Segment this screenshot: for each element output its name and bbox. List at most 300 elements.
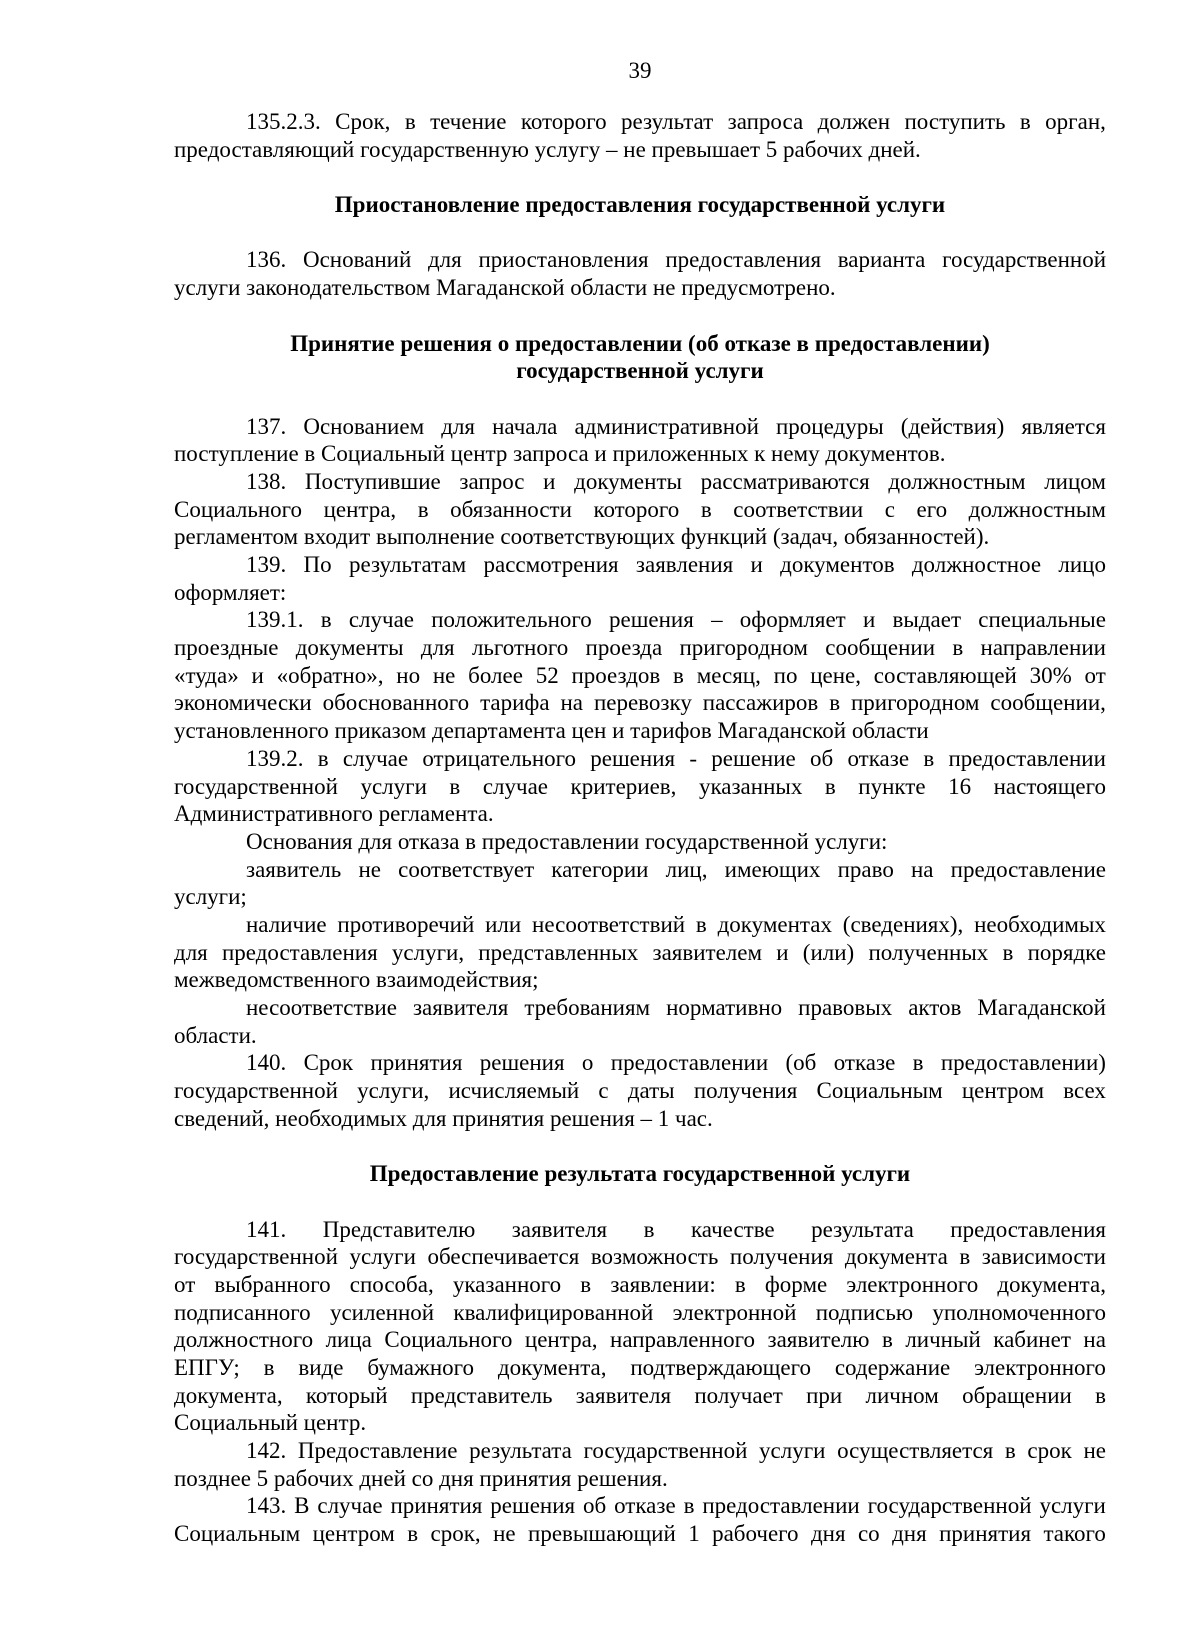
- word: (или): [802, 939, 855, 965]
- word: государственной: [174, 1244, 338, 1270]
- word: государственной: [942, 247, 1106, 273]
- word: результат: [621, 109, 714, 134]
- word: который: [305, 1382, 388, 1408]
- word: в: [829, 690, 841, 716]
- text-line: [174, 662, 1106, 690]
- word: электронного: [846, 1271, 979, 1297]
- word: Представителю: [322, 1216, 476, 1242]
- word: является: [1021, 413, 1106, 439]
- word: в: [407, 1521, 419, 1547]
- word: по: [773, 662, 798, 688]
- word: уполномоченного: [932, 1299, 1106, 1325]
- word: -: [689, 745, 698, 771]
- word: перевозку: [593, 690, 692, 716]
- word: актов: [908, 995, 962, 1020]
- word: и: [776, 939, 789, 965]
- word: подтверждающего: [630, 1354, 811, 1380]
- text-line: [174, 994, 1106, 1022]
- word: пригородном: [679, 635, 808, 661]
- word: Социальным: [174, 1521, 301, 1547]
- word: государственной: [583, 1438, 748, 1463]
- word: заявителя: [575, 1382, 672, 1408]
- text-line: [174, 1492, 1106, 1520]
- word: заявлении:: [610, 1271, 716, 1297]
- word: возможность: [590, 1244, 719, 1270]
- heading-line: Предоставление результата государственной услуги: [369, 1161, 911, 1187]
- word: право: [837, 856, 894, 882]
- word: требованиям: [524, 995, 651, 1020]
- word: исчисляемый: [448, 1078, 580, 1104]
- word: полученных: [868, 939, 989, 965]
- word: не: [1083, 1438, 1106, 1463]
- word: имеющих: [724, 856, 821, 882]
- word: решения: [490, 1493, 576, 1519]
- word: настоящего: [993, 773, 1106, 799]
- word: предоставление: [950, 856, 1106, 882]
- word: дня: [892, 1521, 927, 1547]
- word: рассматриваются: [700, 468, 870, 494]
- word: (сведениях),: [842, 911, 964, 937]
- paragraph: [174, 745, 1106, 828]
- word: предоставления: [221, 939, 378, 965]
- paragraph: [174, 1437, 1106, 1492]
- word: или: [485, 911, 522, 937]
- word: «обратно»,: [276, 662, 384, 688]
- word: специальные: [978, 607, 1106, 633]
- text-line: [174, 1077, 1106, 1105]
- word: наличие: [246, 911, 327, 937]
- word: от: [1084, 662, 1106, 688]
- word: центра,: [323, 496, 397, 522]
- word: Социального: [174, 496, 303, 522]
- word: Срок: [303, 1050, 354, 1076]
- word: не: [432, 662, 456, 688]
- word: документы: [574, 468, 682, 494]
- text-line: [174, 939, 1106, 967]
- word: положительного: [431, 607, 592, 633]
- word: кабинет: [993, 1327, 1071, 1353]
- paragraph: [174, 828, 1106, 856]
- word: решения: [609, 607, 694, 633]
- word: результата: [811, 1216, 914, 1242]
- word: цене,: [810, 662, 862, 688]
- word: Предоставление: [297, 1438, 458, 1463]
- word: и: [543, 468, 556, 494]
- word: при: [806, 1382, 843, 1408]
- text-line: поступление в Социальный центр запроса и приложенных к нему документов.: [174, 441, 946, 467]
- text-line: [174, 856, 1106, 884]
- word: в: [700, 496, 712, 522]
- word: электронного: [974, 1354, 1106, 1380]
- heading-line: государственной услуги: [516, 358, 764, 384]
- word: более: [468, 662, 523, 688]
- text-line: Основания для отказа в предоставлении государственной услуги:: [246, 828, 888, 854]
- word: В: [294, 1493, 310, 1519]
- word: оформляет: [739, 607, 846, 633]
- word: получения: [729, 1244, 834, 1270]
- word: орган,: [1045, 109, 1106, 134]
- word: ЕПГУ;: [174, 1354, 240, 1380]
- text-line: [174, 634, 1106, 662]
- word: предоставлении: [702, 1493, 860, 1519]
- word: для: [427, 247, 462, 273]
- word: центром: [961, 1078, 1045, 1104]
- word: результатам: [348, 552, 467, 577]
- word: предоставления: [950, 1216, 1106, 1242]
- word: рассмотрения: [483, 552, 619, 577]
- word: в: [952, 635, 964, 661]
- word: 142.: [246, 1438, 287, 1463]
- word: в: [673, 662, 684, 688]
- word: административной: [574, 413, 759, 439]
- word: усиленной: [329, 1299, 435, 1325]
- word: должностным: [968, 496, 1106, 522]
- word: отказе: [847, 745, 910, 771]
- word: электронной: [672, 1299, 797, 1325]
- word: услуги: [759, 1438, 826, 1463]
- word: услуги,: [357, 1078, 430, 1104]
- word: об: [583, 1493, 607, 1519]
- word: Оснований: [302, 247, 412, 273]
- word: заявителя: [511, 1216, 608, 1242]
- word: варианта: [837, 247, 926, 273]
- text-line: межведомственного взаимодействия;: [174, 967, 539, 993]
- word: документа,: [174, 1382, 283, 1408]
- word: центра,: [524, 1327, 598, 1353]
- word: обязанности: [450, 496, 572, 522]
- text-line: [174, 413, 1106, 441]
- word: центром: [312, 1521, 395, 1547]
- word: несоответствий: [532, 911, 686, 937]
- word: принятия: [939, 1521, 1032, 1547]
- word: (об: [785, 1050, 817, 1076]
- text-line: [174, 1382, 1106, 1410]
- paragraph: [174, 606, 1106, 744]
- text-line: [174, 1437, 1106, 1465]
- word: запроса: [727, 109, 804, 134]
- word: документы: [295, 635, 404, 661]
- word: отрицательного: [422, 745, 576, 771]
- word: –: [711, 607, 723, 633]
- word: Основанием: [303, 413, 425, 439]
- text-line: [174, 108, 1106, 136]
- word: в: [1095, 1382, 1106, 1408]
- word: личном: [865, 1382, 939, 1408]
- word: необходимых: [974, 911, 1106, 937]
- word: отказе: [833, 1050, 896, 1076]
- text-line: [174, 606, 1106, 634]
- word: о: [581, 1050, 594, 1076]
- word: Магаданской: [977, 995, 1106, 1020]
- paragraph: [174, 468, 1106, 551]
- word: обращении: [962, 1382, 1072, 1408]
- word: начала: [492, 413, 558, 439]
- word: соответствии: [733, 496, 864, 522]
- word: несоответствие: [246, 995, 397, 1020]
- text-line: предоставляющий государственную услугу – не превышает 5 рабочих дней.: [174, 136, 921, 162]
- word: 136.: [246, 247, 287, 273]
- word: такого: [1043, 1521, 1106, 1547]
- word: предоставлении): [940, 1050, 1106, 1076]
- word: экономически: [174, 690, 312, 716]
- word: превышающий: [528, 1521, 676, 1547]
- word: в: [1019, 109, 1031, 134]
- word: сообщении: [825, 635, 936, 661]
- word: документа,: [497, 1354, 607, 1380]
- word: документов: [780, 552, 895, 577]
- word: проездов: [571, 662, 661, 688]
- text-line: [174, 1271, 1106, 1299]
- word: личный: [905, 1327, 981, 1353]
- text-line: оформляет:: [174, 579, 287, 605]
- word: государственной: [174, 1078, 338, 1104]
- word: проезда: [585, 635, 663, 661]
- word: заявителю: [767, 1327, 870, 1353]
- word: нормативно: [666, 995, 783, 1020]
- heading-line: Приостановление предоставления государственной услуги: [334, 192, 946, 218]
- word: в: [263, 1354, 275, 1380]
- word: 141.: [246, 1216, 287, 1242]
- word: случае: [342, 745, 409, 771]
- word: для: [420, 635, 455, 661]
- word: выбранного: [214, 1271, 331, 1297]
- word: лица: [325, 1327, 372, 1353]
- text-line: установленного приказом департамента цен и тарифов Магаданской области: [174, 718, 929, 744]
- word: для: [441, 413, 476, 439]
- word: в: [881, 1327, 893, 1353]
- word: рабочего: [712, 1521, 799, 1547]
- text-line: [174, 745, 1106, 773]
- word: подписью: [815, 1299, 914, 1325]
- word: бумажного: [367, 1354, 475, 1380]
- text-line: [174, 1299, 1106, 1327]
- paragraph: [174, 1492, 1106, 1547]
- word: в: [824, 773, 836, 799]
- word: в: [923, 745, 935, 771]
- text-line: области.: [174, 1022, 257, 1048]
- paragraph: [174, 413, 1106, 468]
- text-line: Социальный центр.: [174, 1410, 367, 1436]
- word: заявителя: [412, 995, 509, 1020]
- word: представленных: [478, 939, 639, 965]
- word: и: [862, 607, 876, 633]
- word: 1: [688, 1521, 700, 1547]
- word: для: [174, 939, 208, 965]
- word: пассажиров: [702, 690, 819, 716]
- text-line: [174, 246, 1106, 274]
- word: 138.: [246, 468, 287, 494]
- word: 139.: [246, 552, 287, 577]
- word: на: [910, 856, 934, 882]
- word: лиц,: [665, 856, 708, 882]
- text-line: услуги;: [174, 884, 247, 910]
- word: указанного: [452, 1271, 562, 1297]
- word: получает: [694, 1382, 783, 1408]
- text-line: позднее 5 рабочих дней со дня принятия решения.: [174, 1465, 668, 1491]
- word: которого: [593, 496, 680, 522]
- word: со: [857, 1521, 880, 1547]
- text-line: регламентом входит выполнение соответствующих функций (задач, обязанностей).: [174, 524, 990, 550]
- word: должностного: [174, 1327, 314, 1353]
- word: предоставлении: [948, 745, 1106, 771]
- word: принятия: [370, 1050, 463, 1076]
- word: пригородном: [851, 690, 980, 716]
- word: предоставления: [665, 247, 822, 273]
- text-line: [174, 1243, 1106, 1271]
- word: в: [912, 1050, 924, 1076]
- text-line: Административного регламента.: [174, 801, 494, 827]
- text-line: [174, 551, 1106, 579]
- word: Срок,: [335, 109, 391, 134]
- word: государственной: [174, 773, 338, 799]
- word: и: [750, 552, 763, 577]
- text-line: [174, 1326, 1106, 1354]
- text-line: сведений, необходимых для принятия решения – 1 час.: [174, 1105, 713, 1131]
- word: его: [916, 496, 948, 522]
- word: обеспечивается: [427, 1244, 580, 1270]
- word: в: [580, 1271, 592, 1297]
- word: направлении: [980, 635, 1106, 661]
- word: в: [643, 1216, 655, 1242]
- word: порядке: [1027, 939, 1106, 965]
- word: проездные: [174, 635, 279, 661]
- word: форме: [764, 1271, 828, 1297]
- paragraph: [174, 246, 1106, 301]
- paragraph: [174, 108, 1106, 163]
- section-heading: [174, 191, 1106, 219]
- paragraph: [174, 551, 1106, 606]
- paragraph: [174, 911, 1106, 994]
- word: и: [251, 662, 264, 688]
- word: срок: [1027, 1438, 1072, 1463]
- word: от: [174, 1271, 196, 1297]
- word: в: [695, 911, 707, 937]
- word: содержание: [834, 1354, 951, 1380]
- text-line: [174, 1354, 1106, 1382]
- word: поступить: [904, 109, 1006, 134]
- word: дня: [810, 1521, 846, 1547]
- word: Социального: [384, 1327, 513, 1353]
- word: зависимости: [981, 1244, 1106, 1270]
- word: в: [404, 109, 416, 134]
- word: в: [1002, 939, 1014, 965]
- word: результата: [469, 1438, 572, 1463]
- word: которого: [520, 109, 607, 134]
- word: услуги: [349, 1244, 416, 1270]
- word: запрос: [459, 468, 525, 494]
- word: решение: [711, 745, 796, 771]
- word: обоснованного: [322, 690, 470, 716]
- word: государственной: [867, 1493, 1032, 1519]
- word: в: [683, 1493, 695, 1519]
- word: случае: [348, 607, 415, 633]
- word: 135.2.3.: [246, 109, 321, 134]
- word: составляющей: [873, 662, 1017, 688]
- word: в: [320, 607, 332, 633]
- word: срок,: [430, 1521, 481, 1547]
- word: получения: [693, 1078, 798, 1104]
- word: 52: [535, 662, 559, 688]
- word: осуществляется: [837, 1438, 994, 1463]
- paragraph: [174, 1049, 1106, 1132]
- word: лицо: [1058, 552, 1106, 577]
- word: в: [317, 745, 329, 771]
- word: представитель: [410, 1382, 553, 1408]
- word: принятия: [390, 1493, 483, 1519]
- word: виде: [298, 1354, 344, 1380]
- word: но: [396, 662, 421, 688]
- word: заявления: [635, 552, 734, 577]
- word: По: [303, 552, 332, 577]
- word: категории: [551, 856, 649, 882]
- word: в: [417, 496, 429, 522]
- word: решения: [590, 745, 676, 771]
- word: должностным: [888, 468, 1026, 494]
- word: критериев,: [570, 773, 677, 799]
- word: Социальным: [816, 1078, 943, 1104]
- word: лицом: [1044, 468, 1106, 494]
- word: 137.: [246, 413, 287, 439]
- word: услуги,: [391, 939, 465, 965]
- word: течение: [430, 109, 507, 134]
- word: соответствует: [398, 856, 535, 882]
- word: с: [884, 496, 895, 522]
- word: подписанного: [174, 1299, 311, 1325]
- word: в: [1004, 1438, 1016, 1463]
- word: направленного: [610, 1327, 755, 1353]
- word: способа,: [349, 1271, 434, 1297]
- word: качестве: [690, 1216, 775, 1242]
- paragraph: [174, 994, 1106, 1049]
- paragraph: [174, 1216, 1106, 1438]
- document-content: [174, 108, 1106, 1548]
- word: даты: [627, 1078, 675, 1104]
- word: об: [810, 745, 834, 771]
- text-line: [174, 1216, 1106, 1244]
- word: документа,: [997, 1271, 1106, 1297]
- word: должен: [817, 109, 891, 134]
- word: услуги: [1039, 1493, 1106, 1519]
- word: отказе: [614, 1493, 676, 1519]
- word: заявитель: [246, 856, 342, 882]
- section-heading: [174, 330, 1106, 385]
- word: случае: [317, 1493, 383, 1519]
- text-line: [174, 911, 1106, 939]
- word: решения: [479, 1050, 565, 1076]
- word: льготного: [471, 635, 569, 661]
- text-line: [174, 773, 1106, 801]
- word: выдает: [892, 607, 961, 633]
- word: не: [358, 856, 381, 882]
- word: противоречий: [337, 911, 475, 937]
- word: (действия): [900, 413, 1005, 439]
- heading-line: Принятие решения о предоставлении (об отказе в предоставлении): [290, 330, 990, 356]
- word: месяц,: [696, 662, 761, 688]
- word: 30%: [1029, 662, 1072, 688]
- word: процедуры: [776, 413, 884, 439]
- word: 143.: [246, 1493, 287, 1519]
- word: Поступившие: [304, 468, 441, 494]
- word: заявителем: [652, 939, 763, 965]
- word: правовых: [798, 995, 893, 1020]
- word: указанных: [698, 773, 803, 799]
- word: 16: [948, 773, 972, 799]
- text-line: [174, 689, 1106, 717]
- section-heading: [174, 1160, 1106, 1188]
- word: предоставлении: [610, 1050, 769, 1076]
- word: «туда»: [174, 662, 239, 688]
- word: квалифицированной: [453, 1299, 654, 1325]
